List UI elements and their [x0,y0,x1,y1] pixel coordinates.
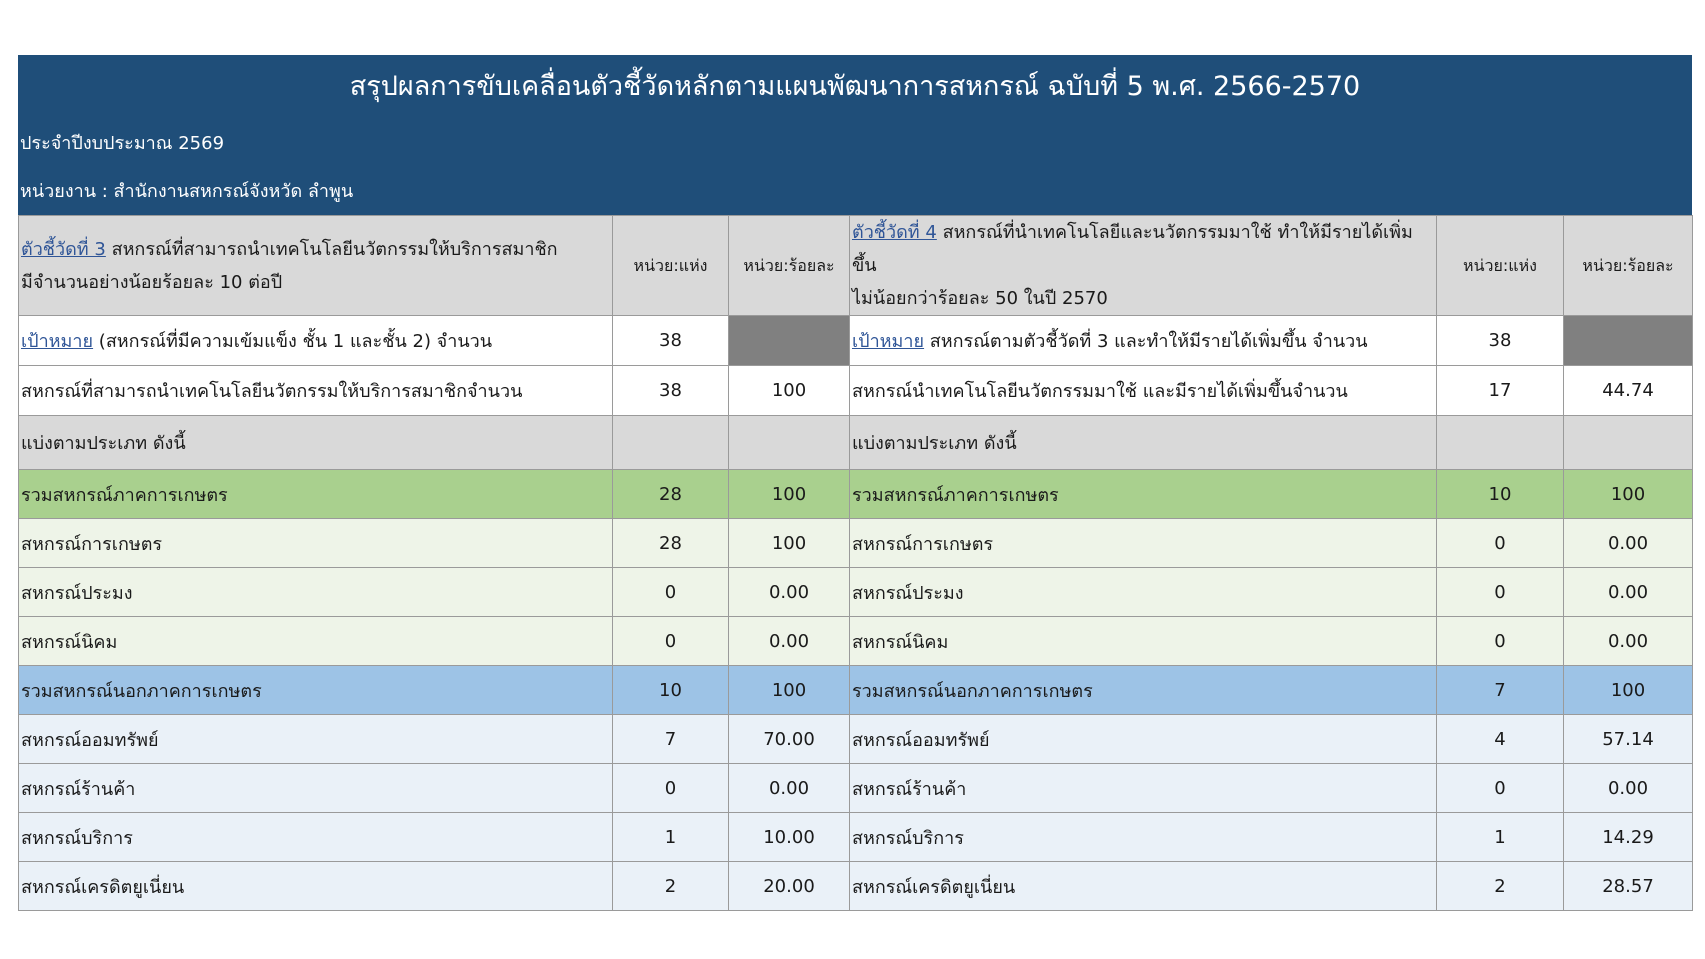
right-row-count: 1 [1437,813,1564,862]
left-unit-percent: หน่วย:ร้อยละ [729,216,850,316]
left-agri-total-label: รวมสหกรณ์ภาคการเกษตร [19,470,613,519]
left-nonagri-total-count: 10 [613,666,729,715]
left-row-pct: 100 [729,519,850,568]
right-row-count: 0 [1437,568,1564,617]
left-achieved-count: 38 [613,366,729,416]
table-row [19,519,1693,568]
left-target-count: 38 [613,316,729,366]
left-target-pct-blank [729,316,850,366]
target-row [19,316,1693,366]
left-row-label: สหกรณ์นิคม [19,617,613,666]
page-title: สรุปผลการขับเคลื่อนตัวชี้วัดหลักตามแผนพัฒนาการสหกรณ์ ฉบับที่ 5 พ.ศ. 2566-2570 [349,71,1361,102]
left-row-label: สหกรณ์ร้านค้า [19,764,613,813]
left-agri-total-pct: 100 [729,470,850,519]
left-achieved-pct: 100 [729,366,850,416]
right-row-label: สหกรณ์นิคม [850,617,1437,666]
right-row-count: 0 [1437,617,1564,666]
left-row-pct: 70.00 [729,715,850,764]
left-row-count: 28 [613,519,729,568]
right-row-pct: 57.14 [1564,715,1693,764]
nonagri-total-row [19,666,1693,715]
fiscal-year: ประจำปีงบประมาณ 2569 [20,133,225,154]
right-achieved-label: สหกรณ์นำเทคโนโลยีนวัตกรรมมาใช้ และมีรายได้เพิ่มขึ้นจำนวน [850,366,1437,416]
indicator-4-header [850,216,1437,316]
left-row-count: 1 [613,813,729,862]
agri-total-row [19,470,1693,519]
table-row [19,715,1693,764]
right-target-link[interactable]: เป้าหมาย [852,331,925,352]
by-type-row [19,416,1693,470]
right-target-label [850,316,1437,366]
header-banner [18,55,1692,215]
right-row-label: สหกรณ์การเกษตร [850,519,1437,568]
left-by-type-count-blank [613,416,729,470]
right-row-count: 2 [1437,862,1564,911]
left-target-desc: (สหกรณ์ที่มีความเข้มแข็ง ชั้น 1 และชั้น 2) จำนวน [93,331,493,352]
left-unit-places: หน่วย:แห่ง [613,216,729,316]
left-row-label: สหกรณ์เครดิตยูเนี่ยน [19,862,613,911]
right-by-type-label: แบ่งตามประเภท ดังนี้ [850,416,1437,470]
right-agri-total-label: รวมสหกรณ์ภาคการเกษตร [850,470,1437,519]
right-agri-total-count: 10 [1437,470,1564,519]
left-row-count: 0 [613,764,729,813]
right-unit-places: หน่วย:แห่ง [1437,216,1564,316]
right-achieved-count: 17 [1437,366,1564,416]
right-row-label: สหกรณ์เครดิตยูเนี่ยน [850,862,1437,911]
left-nonagri-total-pct: 100 [729,666,850,715]
left-row-label: สหกรณ์ประมง [19,568,613,617]
right-row-count: 0 [1437,519,1564,568]
right-by-type-count-blank [1437,416,1564,470]
left-row-count: 2 [613,862,729,911]
right-row-pct: 0.00 [1564,519,1693,568]
left-nonagri-total-label: รวมสหกรณ์นอกภาคการเกษตร [19,666,613,715]
right-row-pct: 0.00 [1564,568,1693,617]
left-target-label [19,316,613,366]
left-row-count: 0 [613,617,729,666]
right-unit-percent: หน่วย:ร้อยละ [1564,216,1693,316]
indicator-header-row [19,216,1693,316]
table-row [19,764,1693,813]
indicator-3-desc-1: สหกรณ์ที่สามารถนำเทคโนโลยีนวัตกรรมให้บริการสมาชิก [105,238,558,260]
left-row-count: 0 [613,568,729,617]
left-row-pct: 0.00 [729,617,850,666]
right-row-label: สหกรณ์ประมง [850,568,1437,617]
right-row-label: สหกรณ์ร้านค้า [850,764,1437,813]
right-achieved-pct: 44.74 [1564,366,1693,416]
indicator-3-header [19,216,613,316]
right-row-label: สหกรณ์ออมทรัพย์ [850,715,1437,764]
right-target-pct-blank [1564,316,1693,366]
right-target-desc: สหกรณ์ตามตัวชี้วัดที่ 3 และทำให้มีรายได้เพิ่มขึ้น จำนวน [924,331,1368,352]
left-by-type-label: แบ่งตามประเภท ดังนี้ [19,416,613,470]
indicator-4-desc-1: สหกรณ์ที่นำเทคโนโลยีและนวัตกรรมมาใช้ ทำให้มีรายได้เพิ่มขึ้น [852,222,1413,276]
left-row-pct: 20.00 [729,862,850,911]
left-row-label: สหกรณ์การเกษตร [19,519,613,568]
right-row-pct: 14.29 [1564,813,1693,862]
table-row [19,813,1693,862]
right-row-label: สหกรณ์บริการ [850,813,1437,862]
left-row-pct: 0.00 [729,764,850,813]
agency-name: หน่วยงาน : สำนักงานสหกรณ์จังหวัด ลำพูน [20,181,354,202]
right-row-pct: 28.57 [1564,862,1693,911]
table-row [19,568,1693,617]
right-row-count: 4 [1437,715,1564,764]
right-nonagri-total-label: รวมสหกรณ์นอกภาคการเกษตร [850,666,1437,715]
summary-sheet [18,55,1692,911]
left-agri-total-count: 28 [613,470,729,519]
left-row-pct: 0.00 [729,568,850,617]
left-row-label: สหกรณ์ออมทรัพย์ [19,715,613,764]
right-row-pct: 0.00 [1564,764,1693,813]
right-target-count: 38 [1437,316,1564,366]
left-row-pct: 10.00 [729,813,850,862]
indicator-3-link[interactable]: ตัวชี้วัดที่ 3 [21,238,106,260]
right-by-type-pct-blank [1564,416,1693,470]
indicator-4-desc-2: ไม่น้อยกว่าร้อยละ 50 ในปี 2570 [852,288,1108,309]
table-row [19,862,1693,911]
right-agri-total-pct: 100 [1564,470,1693,519]
right-nonagri-total-count: 7 [1437,666,1564,715]
left-target-link[interactable]: เป้าหมาย [21,331,94,352]
left-by-type-pct-blank [729,416,850,470]
right-row-count: 0 [1437,764,1564,813]
left-row-label: สหกรณ์บริการ [19,813,613,862]
indicator-3-desc-2: มีจำนวนอย่างน้อยร้อยละ 10 ต่อปี [21,271,283,293]
indicator-table [18,215,1693,911]
left-achieved-label: สหกรณ์ที่สามารถนำเทคโนโลยีนวัตกรรมให้บริการสมาชิกจำนวน [19,366,613,416]
right-nonagri-total-pct: 100 [1564,666,1693,715]
table-row [19,617,1693,666]
right-row-pct: 0.00 [1564,617,1693,666]
left-row-count: 7 [613,715,729,764]
achieved-row [19,366,1693,416]
indicator-4-link[interactable]: ตัวชี้วัดที่ 4 [852,222,937,243]
